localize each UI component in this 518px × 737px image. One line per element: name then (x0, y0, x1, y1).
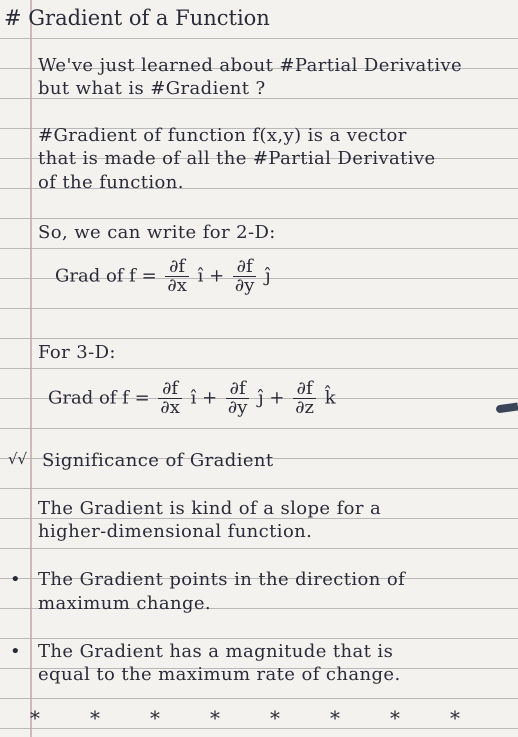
two-d-lhs: Grad of f = (55, 265, 157, 287)
two-d-frac-y (233, 258, 256, 295)
star-icon: * (450, 706, 460, 730)
star-icon: * (210, 706, 220, 730)
three-d-unit-k: k̂ (324, 387, 336, 409)
star-icon: * (30, 706, 40, 730)
two-d-frac-x (165, 258, 188, 295)
three-d-frac-x (158, 380, 181, 417)
two-d-num-x: ∂f (165, 258, 188, 277)
three-d-frac-z (293, 380, 316, 417)
star-icon: * (270, 706, 280, 730)
three-d-heading: For 3-D: (38, 342, 116, 363)
significance-line-2: higher-dimensional function. (38, 521, 313, 542)
three-d-frac-y (226, 380, 249, 417)
three-d-num-z: ∂f (293, 380, 316, 399)
check-mark-icon: √√ (8, 450, 28, 468)
three-d-num-y: ∂f (226, 380, 249, 399)
three-d-den-x: ∂x (160, 397, 180, 418)
three-d-num-x: ∂f (158, 380, 181, 399)
two-d-formula (55, 258, 271, 295)
three-d-unit-j: ĵ + (258, 387, 285, 409)
three-d-formula (48, 380, 336, 417)
three-d-unit-i: î + (190, 387, 218, 409)
two-d-den-x: ∂x (167, 275, 187, 296)
definition-line-3: of the function. (38, 172, 184, 193)
two-d-heading: So, we can write for 2-D: (38, 222, 276, 243)
margin-line (30, 0, 32, 737)
page-title: # Gradient of a Function (4, 6, 270, 30)
star-icon: * (150, 706, 160, 730)
two-d-num-y: ∂f (233, 258, 256, 277)
intro-line-1: We've just learned about #Partial Derivative (38, 55, 463, 76)
star-icon: * (330, 706, 340, 730)
bullet-2-line-2: equal to the maximum rate of change. (38, 664, 401, 685)
three-d-lhs: Grad of f = (48, 387, 150, 409)
two-d-unit-i: î + (197, 265, 225, 287)
bullet-1-line-1: The Gradient points in the direction of (38, 569, 406, 590)
definition-line-2: that is made of all the #Partial Derivative (38, 148, 436, 169)
two-d-den-y: ∂y (234, 275, 255, 296)
star-divider (30, 706, 460, 730)
bullet-icon: • (10, 569, 21, 590)
two-d-unit-j: ĵ (265, 265, 271, 287)
pen-tip (496, 403, 518, 414)
significance-heading: Significance of Gradient (42, 450, 274, 471)
three-d-den-y: ∂y (227, 397, 248, 418)
star-icon: * (390, 706, 400, 730)
bullet-icon: • (10, 641, 21, 662)
intro-line-2: but what is #Gradient ? (38, 78, 266, 99)
significance-line-1: The Gradient is kind of a slope for a (38, 498, 382, 519)
bullet-2-line-1: The Gradient has a magnitude that is (38, 641, 394, 662)
three-d-den-z: ∂z (295, 397, 315, 418)
definition-line-1: #Gradient of function f(x,y) is a vector (38, 125, 407, 146)
bullet-1-line-2: maximum change. (38, 593, 212, 614)
star-icon: * (90, 706, 100, 730)
